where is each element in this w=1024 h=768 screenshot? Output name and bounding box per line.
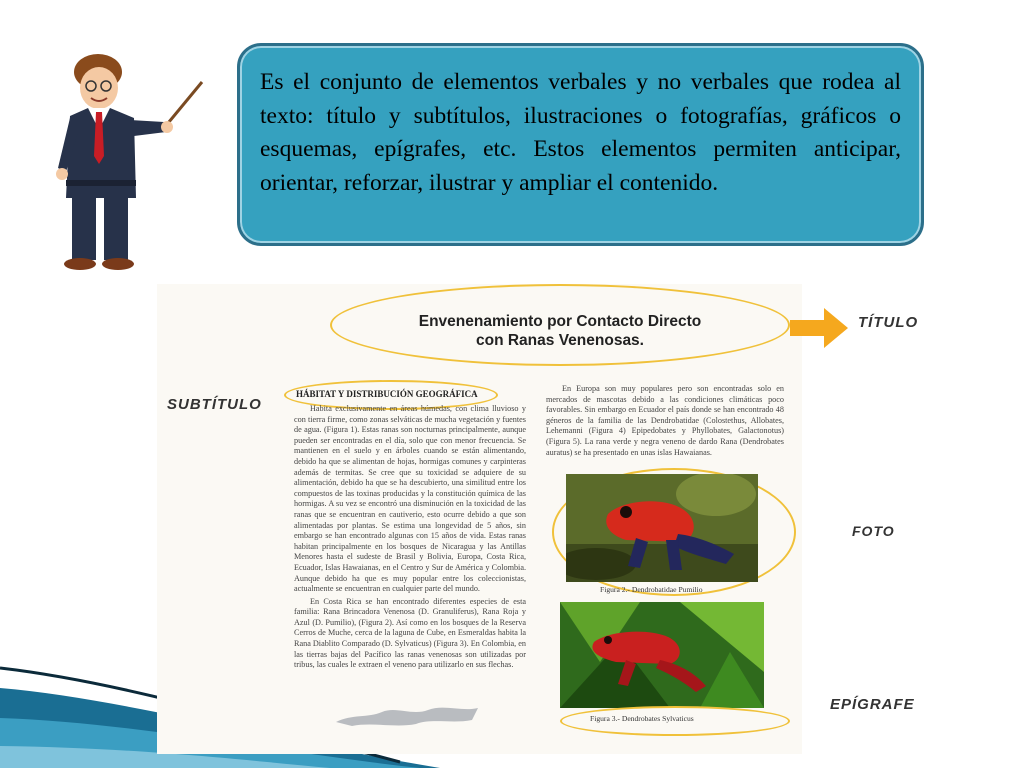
label-epigrafe: EPÍGRAFE: [830, 696, 915, 713]
label-titulo: TÍTULO: [858, 314, 919, 331]
teacher-illustration: [36, 48, 216, 288]
document-title-line1: Envenenamiento por Contacto Directo: [418, 313, 702, 330]
document-title-line2: con Ranas Venenosas.: [476, 332, 644, 349]
definition-callout: [237, 43, 924, 246]
frog-photo-sylvaticus: [560, 602, 764, 708]
right-text-column: [546, 384, 784, 468]
left-paragraph-1: Habita exclusivamente en áreas húmedas, con clima lluvioso y con tierra firme, como zonas selváticas de mucha vegetación y fuentes de agua. (Figura 1). Estas ranas son nocturnas principalmente, aunque pueden ser encontradas en el día, solo que con menor frecuencia. Se mantienen en el suelo y en árboles cuando se están alimentando, debido ha que se alimentan de hojas, hormigas comunes y carpinteras además de termitas. Se cree que su toxicidad se adquiere de su alimentación, debido ha que se ha descubierto, una similitud entre los compuestos de las toxinas producidas y la constitución química de las hormigas. A su vez se encontró una disminución en la toxicidad de las ranas que se encuentran en cautiverio, esto ocurre debido a que son alimentadas por plantas. Se estima una longevidad de 5 años, sin embargo se han encontrado algunas con 15 años de vida. Estas ranas habitan principalmente en los bosques de Nicaragua y las Antillas Menores hasta el sudeste de Brasil y Bolivia, Europa, Costa Rica, Ecuador, Islas Hawaianas, en el Centro y Sur de América y Colombia. Aunque debido ha que es muy popular entre los coleccionistas, actualmente se encuentran en cualquier parte del mundo.: [294, 404, 526, 594]
right-paragraph-1: En Europa son muy populares pero son encontradas solo en mercados de mascotas debido a las condiciones climáticas poco favorables. Sin embargo en Ecuador el país donde se han encontrado 48 géneros de la familia de las Dendrobatidae (Colostethus, Allobates, Lehemanni (Figura 4) Epipedobates y Phyllobates, Galactonotus) (Figura 5). La rana verde y negra veneno de dardo Rana (Dendrobates auratus) se ha presentado en unas islas Hawaianas.: [546, 384, 784, 457]
label-subtitulo: SUBTÍTULO: [167, 396, 262, 413]
definition-text: Es el conjunto de elementos verbales y no verbales que rodea al texto: título y subtítulos, ilustraciones o fotografías, gráficos o esquemas, epígrafes, etc. Estos elementos permiten anticipar, orientar, reforzar, ilustrar y ampliar el contenido.: [260, 69, 901, 196]
frog-photo-pumilio: [566, 474, 758, 582]
left-paragraph-2: En Costa Rica se han encontrado diferentes especies de esta familia: Rana Brincadora Venenosa (D. Granuliferus), Rana Roja y Azul (D. Pumilio), (Figura 2). Así como en los bosques de la Reserva Cerros de Muche, cerca de la laguna de Cube, en Esmeraldas habita la Rana Diablito Comparado (D. Sylvaticus) (Figura 3). En Colombia, en las tierras bajas del Pacífico las ranas venenosas son utilizadas por tribus, las cuales le extraen el veneno para utilizarlo en sus flechas.: [294, 596, 526, 670]
left-text-column: [294, 404, 526, 700]
section-heading: HÁBITAT Y DISTRIBUCIÓN GEOGRÁFICA: [296, 389, 478, 399]
map-illustration: [332, 702, 482, 728]
arrow-right-icon: [790, 308, 848, 348]
caption-figure-3: Figura 3.- Dendrobates Sylvaticus: [590, 714, 694, 723]
label-foto: FOTO: [852, 523, 895, 539]
caption-figure-2: Figura 2.- Dendrobatidae Pumilio: [600, 585, 703, 594]
document-title: [340, 312, 780, 350]
